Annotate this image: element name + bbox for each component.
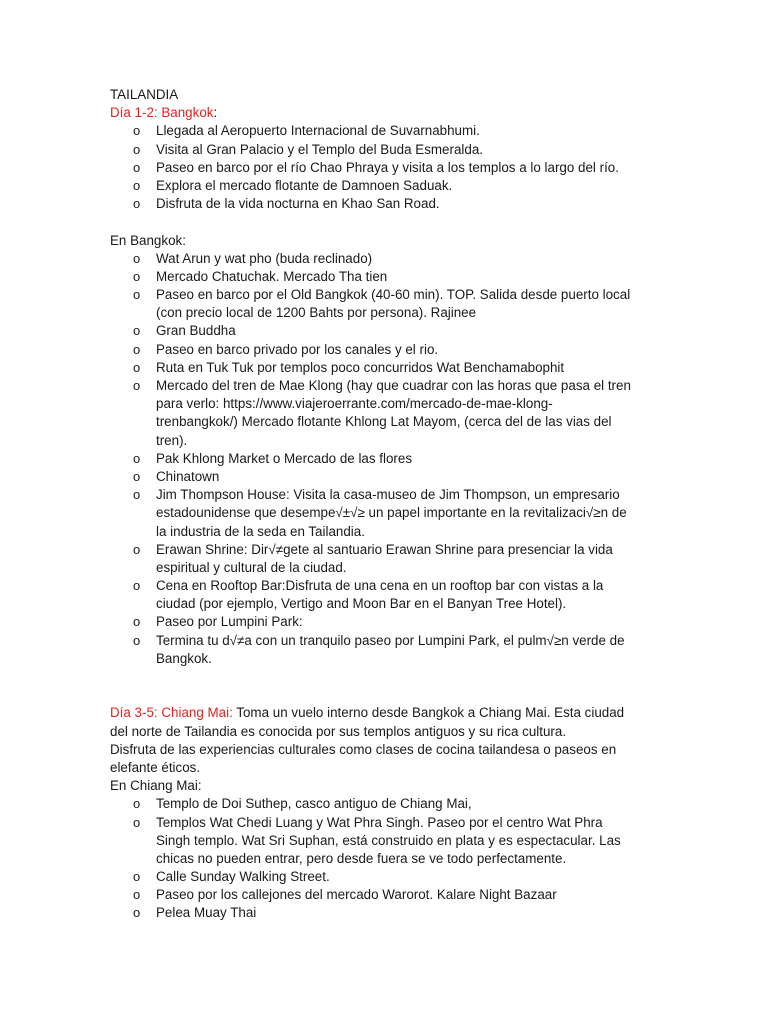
bullet-icon: o (133, 287, 141, 303)
bullet-icon: o (133, 796, 141, 812)
bullet-icon: o (133, 869, 141, 885)
list-item (110, 468, 670, 486)
list-item-line: Explora el mercado flotante de Damnoen Saduak. (156, 177, 453, 193)
list-item-line: ciudad (por ejemplo, Vertigo and Moon Bar en el Banyan Tree Hotel). (156, 596, 567, 612)
day3-intro: Toma un vuelo interno desde Bangkok a Chiang Mai. Esta ciudad (232, 705, 625, 721)
list-item-line: para verlo: https://www.viajeroerrante.com/mercado-de-mae-klong- (156, 396, 553, 412)
list-item (110, 341, 670, 359)
list-item-text (156, 250, 670, 268)
spacer (110, 213, 670, 231)
list-item-line: Wat Arun y wat pho (buda reclinado) (156, 250, 373, 266)
list-item (110, 268, 670, 286)
bullet-icon: o (133, 323, 141, 339)
list-item-line: trenbangkok/) Mercado flotante Khlong Lat Mayom, (cerca del de las vias del (156, 414, 612, 430)
list-item-line: Llegada al Aeropuerto Internacional de Suvarnabhumi. (156, 123, 480, 139)
list-item-text (156, 322, 670, 340)
list-item-line: espiritual y cultural de la ciudad. (156, 559, 347, 575)
list-item-line: Chinatown (156, 468, 220, 484)
list-item (110, 286, 670, 322)
bullet-icon: o (133, 268, 141, 284)
list-item (110, 250, 670, 268)
document-title: TAILANDIA (110, 87, 179, 102)
bullet-icon: o (133, 887, 141, 903)
day1-heading: Día 1-2: Bangkok (110, 105, 214, 121)
bullet-icon: o (133, 123, 141, 139)
day3-heading: Día 3-5: Chiang Mai: (110, 705, 233, 721)
list-item-line: Gran Buddha (156, 323, 236, 339)
bullet-icon: o (133, 578, 141, 594)
bullet-icon: o (133, 814, 141, 830)
list-item-line: Templos Wat Chedi Luang y Wat Phra Singh. Paseo por el centro Wat Phra (156, 814, 603, 830)
day3-line: Disfruta de las experiencias culturales como clases de cocina tailandesa o paseos en (110, 741, 617, 757)
list-item-line: Bangkok. (156, 650, 212, 666)
day3-line: elefante éticos. (110, 759, 201, 775)
bangkok-heading: En Bangkok: (110, 232, 186, 248)
list-item-text (156, 359, 670, 377)
bullet-icon: o (133, 905, 141, 921)
list-item-line: Paseo en barco por el Old Bangkok (40-60 min). TOP. Salida desde puerto local (156, 287, 631, 303)
bullet-icon: o (133, 378, 141, 393)
bullet-icon: o (133, 541, 141, 557)
bullet-icon: o (133, 250, 141, 266)
list-item (110, 486, 670, 541)
list-item (110, 577, 670, 613)
list-item-text (156, 814, 670, 869)
list-item (110, 177, 670, 195)
list-item (110, 359, 670, 377)
list-item-text (156, 341, 670, 359)
list-item-text (156, 195, 670, 213)
list-item (110, 886, 670, 904)
list-item-text (156, 377, 670, 450)
list-item-text (156, 541, 670, 577)
list-item-text (156, 177, 670, 195)
list-item (110, 868, 670, 886)
day1-list (110, 122, 670, 213)
bullet-icon: o (133, 159, 141, 175)
list-item-line: Cena en Rooftop Bar:Disfruta de una cena en un rooftop bar con vistas a la (156, 578, 604, 594)
list-item (110, 904, 670, 922)
list-item-line: Erawan Shrine: Dir√≠gete al santuario Erawan Shrine para presenciar la vida (156, 541, 613, 557)
day3-line: del norte de Tailandia es conocida por sus templos antiguos y su rica cultura. (110, 723, 567, 739)
list-item-line: Visita al Gran Palacio y el Templo del Buda Esmeralda. (156, 141, 484, 157)
list-item-text (156, 613, 670, 631)
list-item-line: Mercado Chatuchak. Mercado Tha tien (156, 268, 388, 284)
list-item (110, 541, 670, 577)
list-item-line: (con precio local de 1200 Bahts por persona). Rajinee (156, 305, 477, 321)
list-item-line: Mercado del tren de Mae Klong (hay que cuadrar con las horas que pasa el tren (156, 378, 631, 393)
bullet-icon: o (133, 487, 141, 503)
day1-heading-line (110, 104, 670, 122)
list-item-line: Paseo en barco privado por los canales y el rio. (156, 341, 439, 357)
bullet-icon: o (133, 468, 141, 484)
list-item-line: Paseo en barco por el río Chao Phraya y visita a los templos a lo largo del río. (156, 159, 619, 175)
list-item-line: Termina tu d√≠a con un tranquilo paseo por Lumpini Park, el pulm√≥n verde de (156, 632, 625, 648)
list-item-text (156, 486, 670, 541)
list-item-line: Jim Thompson House: Visita la casa-museo de Jim Thompson, un empresario (156, 487, 620, 503)
list-item-text (156, 286, 670, 322)
list-item-text (156, 122, 670, 140)
bullet-icon: o (133, 196, 141, 212)
bullet-icon: o (133, 141, 141, 157)
list-item (110, 450, 670, 468)
list-item-text (156, 468, 670, 486)
bullet-icon: o (133, 341, 141, 357)
list-item-line: Paseo por los callejones del mercado Warorot. Kalare Night Bazaar (156, 887, 557, 903)
list-item-line: tren). (156, 432, 188, 448)
bangkok-list (110, 250, 670, 668)
list-item-line: Singh templo. Wat Sri Suphan, está construido en plata y es espectacular. Las (156, 832, 621, 848)
day1-heading-colon: : (213, 105, 218, 121)
list-item-text (156, 904, 670, 922)
list-item-line: Templo de Doi Suthep, casco antiguo de Chiang Mai, (156, 796, 472, 812)
list-item (110, 122, 670, 140)
list-item-text (156, 141, 670, 159)
list-item-line: estadounidense que desempe√±√≥ un papel importante en la revitalizaci√≥n de (156, 505, 627, 521)
chiang-mai-list (110, 795, 670, 922)
list-item-line: Pak Khlong Market o Mercado de las flores (156, 450, 413, 466)
list-item (110, 377, 670, 450)
spacer (110, 668, 670, 704)
document-body (110, 86, 670, 923)
bullet-icon: o (133, 632, 141, 648)
chiang-mai-heading: En Chiang Mai: (110, 778, 202, 794)
list-item-line: Paseo por Lumpini Park: (156, 614, 303, 630)
list-item-line: Calle Sunday Walking Street. (156, 869, 330, 885)
list-item (110, 159, 670, 177)
list-item-text (156, 159, 670, 177)
list-item-text (156, 795, 670, 813)
list-item-line: la industria de la seda en Tailandia. (156, 523, 365, 539)
list-item (110, 141, 670, 159)
list-item (110, 795, 670, 813)
bullet-icon: o (133, 614, 141, 630)
list-item-line: Pelea Muay Thai (156, 905, 257, 921)
list-item-line: Ruta en Tuk Tuk por templos poco concurridos Wat Benchamabophit (156, 359, 565, 375)
list-item-text (156, 577, 670, 613)
list-item-text (156, 450, 670, 468)
list-item (110, 632, 670, 668)
day3-first-line (110, 704, 670, 722)
list-item (110, 814, 670, 869)
list-item-text (156, 268, 670, 286)
list-item-text (156, 886, 670, 904)
list-item (110, 195, 670, 213)
list-item-text (156, 868, 670, 886)
list-item (110, 322, 670, 340)
bullet-icon: o (133, 359, 141, 375)
bullet-icon: o (133, 450, 141, 466)
list-item-text (156, 632, 670, 668)
list-item (110, 613, 670, 631)
list-item-line: Disfruta de la vida nocturna en Khao San Road. (156, 196, 440, 212)
list-item-line: chicas no pueden entrar, pero desde fuera se ve todo perfectamente. (156, 850, 567, 866)
bullet-icon: o (133, 177, 141, 193)
